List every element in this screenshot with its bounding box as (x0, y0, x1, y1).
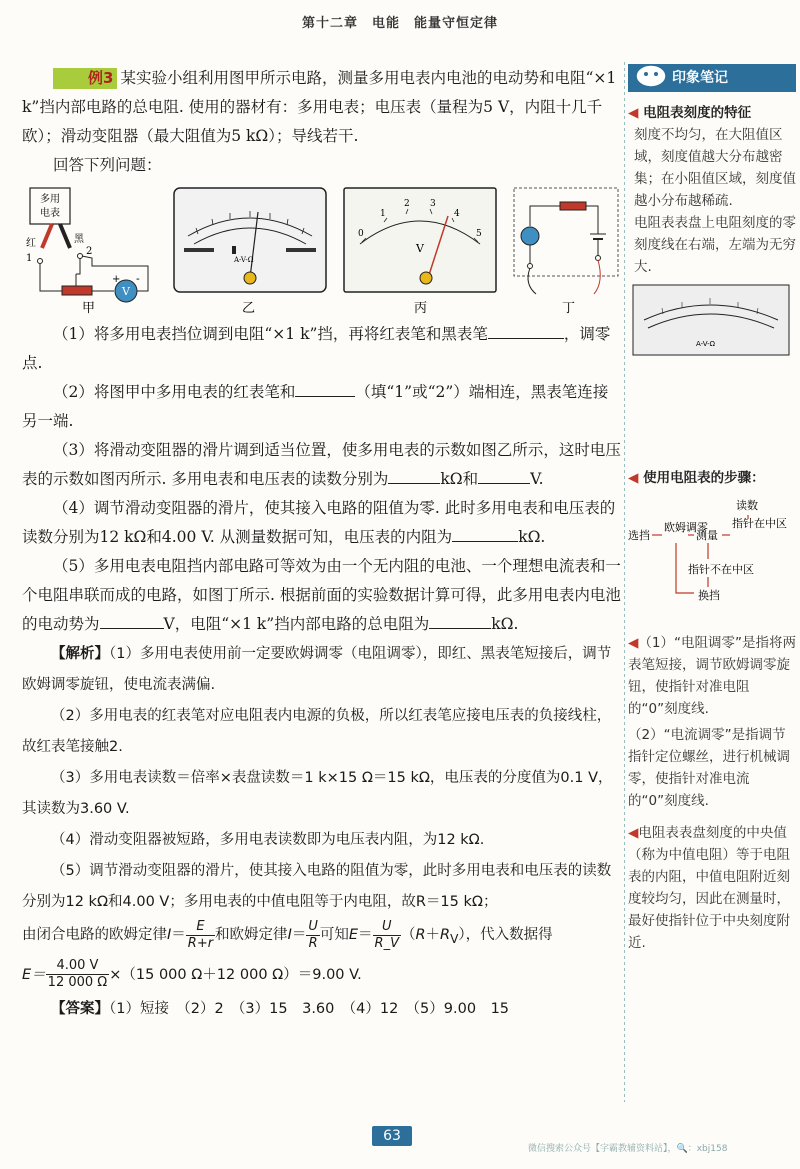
note-1: 刻度不均匀，在大阻值区域，刻度值越大分布越密集；在小阻值区域，刻度值越小分布越稀疏. (634, 127, 796, 209)
flow-select: 选挡 (628, 529, 650, 542)
figure-label-yi: 乙 (242, 301, 256, 314)
blank-3a[interactable] (388, 465, 440, 484)
main-column (22, 64, 622, 1025)
formula-ohm: $\frac{U}{R}$ (308, 918, 318, 951)
svg-text:+: + (112, 274, 121, 285)
cloud-logo-icon (634, 58, 668, 90)
figure-row (22, 186, 622, 314)
svg-text:A-V-Ω: A-V-Ω (696, 340, 716, 348)
flow-read: 读数 (736, 499, 758, 512)
red-probe-label: 红 (26, 238, 36, 249)
problem-prompt: 回答下列问题： (53, 156, 162, 174)
meter-label-1: 多用 (40, 194, 60, 205)
question-3: （3）将滑动变阻器的滑片调到适当位置，使多用电表的示数如图乙所示，这时电压表的示数如图丙所示. 多用电表和电压表的读数分别为 kΩ和 V. (22, 441, 621, 488)
flow-off-center: 指针不在中区 (688, 563, 754, 576)
answer-line: 【答案】（1）短接 （2）2 （3）15 3.60 （4）12 （5）9.00 15 (51, 1000, 510, 1017)
analysis-result: E＝ $\frac{4.00 V}{12 000 \Omega}$ ×（15 000 Ω＋12 000 Ω）＝9.00 V. (22, 958, 362, 991)
svg-text:3: 3 (430, 199, 436, 209)
blank-2[interactable] (295, 378, 355, 397)
question-1: （1）将多用电表挡位调到电阻“×1 k”挡，再将红表笔和黑表笔 ，调零点. (22, 320, 622, 378)
flow-center: 指针在中区 (732, 517, 787, 530)
svg-text:-: - (136, 272, 140, 285)
analysis-2: （2）多用电表的红表笔对应电阻表内电源的负极，所以红表笔应接电压表的负接线柱，故红表笔接触2. (22, 708, 612, 755)
svg-text:4: 4 (454, 209, 460, 219)
note-4: （2）“电流调零”是指调节指针定位螺丝，进行机械调零，使指针对准电流的“0”刻度线. (628, 727, 790, 809)
figure-label-bing: 丙 (414, 301, 428, 314)
blank-3b[interactable] (478, 465, 530, 484)
black-probe-label: 黑 (74, 234, 84, 245)
formula-closed-circuit: $\frac{E}{R+r}$ (187, 918, 214, 951)
blank-5b[interactable] (429, 610, 491, 629)
analysis-5: （5）调节滑动变阻器的滑片，使其接入电路的阻值为零，此时多用电表和电压表的读数分别为12 kΩ和4.00 V；多用电表的中值电阻等于内电阻，故R＝15 kΩ； (22, 863, 612, 910)
flowchart (628, 493, 794, 603)
svg-text:V: V (122, 285, 130, 298)
triangle-icon: ◀ (628, 825, 639, 841)
flow-switch: 换挡 (698, 589, 720, 602)
triangle-icon: ◀ (628, 470, 639, 486)
svg-text:5: 5 (476, 229, 482, 239)
figure-yi (172, 186, 332, 314)
column-divider (624, 62, 625, 1102)
analysis-3: （3）多用电表读数＝倍率×表盘读数＝1 k×15 Ω＝15 kΩ，电压表的分度值为0.1 V，其读数为3.60 V. (22, 770, 613, 817)
note-3: ◀（1）“电阻调零”是指将两表笔短接，调节欧姆调零旋钮，使指针对准电阻的“0”刻度线. (628, 635, 796, 717)
analysis-tag: 【解析】 (51, 646, 109, 662)
watermark: 微信搜索公众号【字霸教辅资料站】，🔍：xbj158 (528, 1144, 728, 1154)
note-2: 电阻表表盘上电阻刻度的零刻度线在右端，左端为无穷大. (634, 215, 796, 275)
analysis-section (22, 639, 622, 1025)
svg-text:A-V-Ω: A-V-Ω (234, 256, 254, 264)
blank-5a[interactable] (100, 610, 164, 629)
figure-jia (22, 186, 162, 314)
analysis-6: 由闭合电路的欧姆定律I＝ $\frac{E}{R+r}$ 和欧姆定律I＝ $\frac{U}{R}$ 可知E＝ $\frac{U}{R\_V}$ $(R+R_V)$，代入数据得 (22, 918, 553, 951)
figure-label-jia: 甲 (82, 301, 96, 314)
svg-text:0: 0 (358, 229, 364, 239)
flow-measure: 测量 (696, 529, 718, 542)
note-5: ◀电阻表表盘刻度的中央值（称为中值电阻）等于电阻表的内阻，中值电阻附近刻度较均匀，因此在测量时，最好使指针位于中央刻度附近. (628, 825, 790, 951)
blank-4[interactable] (452, 523, 518, 542)
figure-label-ding: 丁 (562, 301, 576, 314)
triangle-icon: ◀ (628, 635, 639, 651)
side-header: 印象笔记 (628, 64, 796, 92)
analysis-4: （4）滑动变阻器被短路，多用电表读数即为电压表内阻，为12 kΩ. (51, 832, 485, 848)
svg-text:2: 2 (404, 199, 410, 209)
svg-text:V: V (416, 242, 424, 255)
answer-tag: 【答案】 (51, 1000, 109, 1017)
triangle-icon: ◀ (628, 105, 639, 121)
page-number: 63 (372, 1126, 412, 1146)
chapter-header: 第十二章 电能 能量守恒定律 (301, 16, 498, 31)
formula-result: $\frac{4.00 V}{12 000 \Omega}$ (47, 958, 108, 991)
blank-1[interactable] (488, 320, 564, 339)
ammeter-icon (521, 227, 539, 245)
svg-text:2: 2 (86, 246, 93, 257)
figure-bing (342, 186, 502, 314)
svg-text:1: 1 (380, 209, 386, 219)
note-title-2: ◀ 使用电阻表的步骤： (628, 470, 765, 486)
figure-ding (512, 186, 622, 314)
ohmmeter-thumbnail (632, 284, 792, 356)
analysis-1: 【解析】（1）多用电表使用前一定要欧姆调零（电阻调零），即红、黑表笔短接后，调节欧姆调零旋钮，使电流表满偏. (22, 646, 612, 693)
problem-intro: 例3 某实验小组利用图甲所示电路，测量多用电表内电池的电动势和电阻“×1 k”挡内部电路的总电阻. 使用的器材有：多用电表；电压表（量程为5 V，内阻十几千欧）；滑动变阻器（最大阻值为5 kΩ）；导线若干. (22, 69, 617, 145)
question-4: （4）调节滑动变阻器的滑片，使其接入电路的阻值为零. 此时多用电表和电压表的读数分别为12 kΩ和4.00 V. 从测量数据可知，电压表的内阻为 kΩ. (22, 499, 616, 546)
example-badge: 例3 (53, 68, 117, 89)
question-5: （5）多用电表电阻挡内部电路可等效为由一个无内阻的电池、一个理想电流表和一个电阻串联而成的电路，如图丁所示. 根据前面的实验数据计算可得，此多用电表内电池的电动势为 V，电阻“×1 k”挡内部电路的总电阻为 kΩ. (22, 557, 621, 633)
side-notes (628, 64, 796, 954)
question-2: （2）将图甲中多用电表的红表笔和 （填“1”或“2”）端相连，黑表笔连接另一端. (22, 378, 622, 436)
formula-emf: $\frac{U}{R\_V}$ (374, 918, 399, 951)
note-title-1: ◀ 电阻表刻度的特征 (628, 105, 752, 121)
flow-zero: 欧姆调零 (664, 521, 708, 534)
svg-text:1: 1 (26, 253, 33, 264)
meter-label-2: 电表 (40, 208, 60, 219)
